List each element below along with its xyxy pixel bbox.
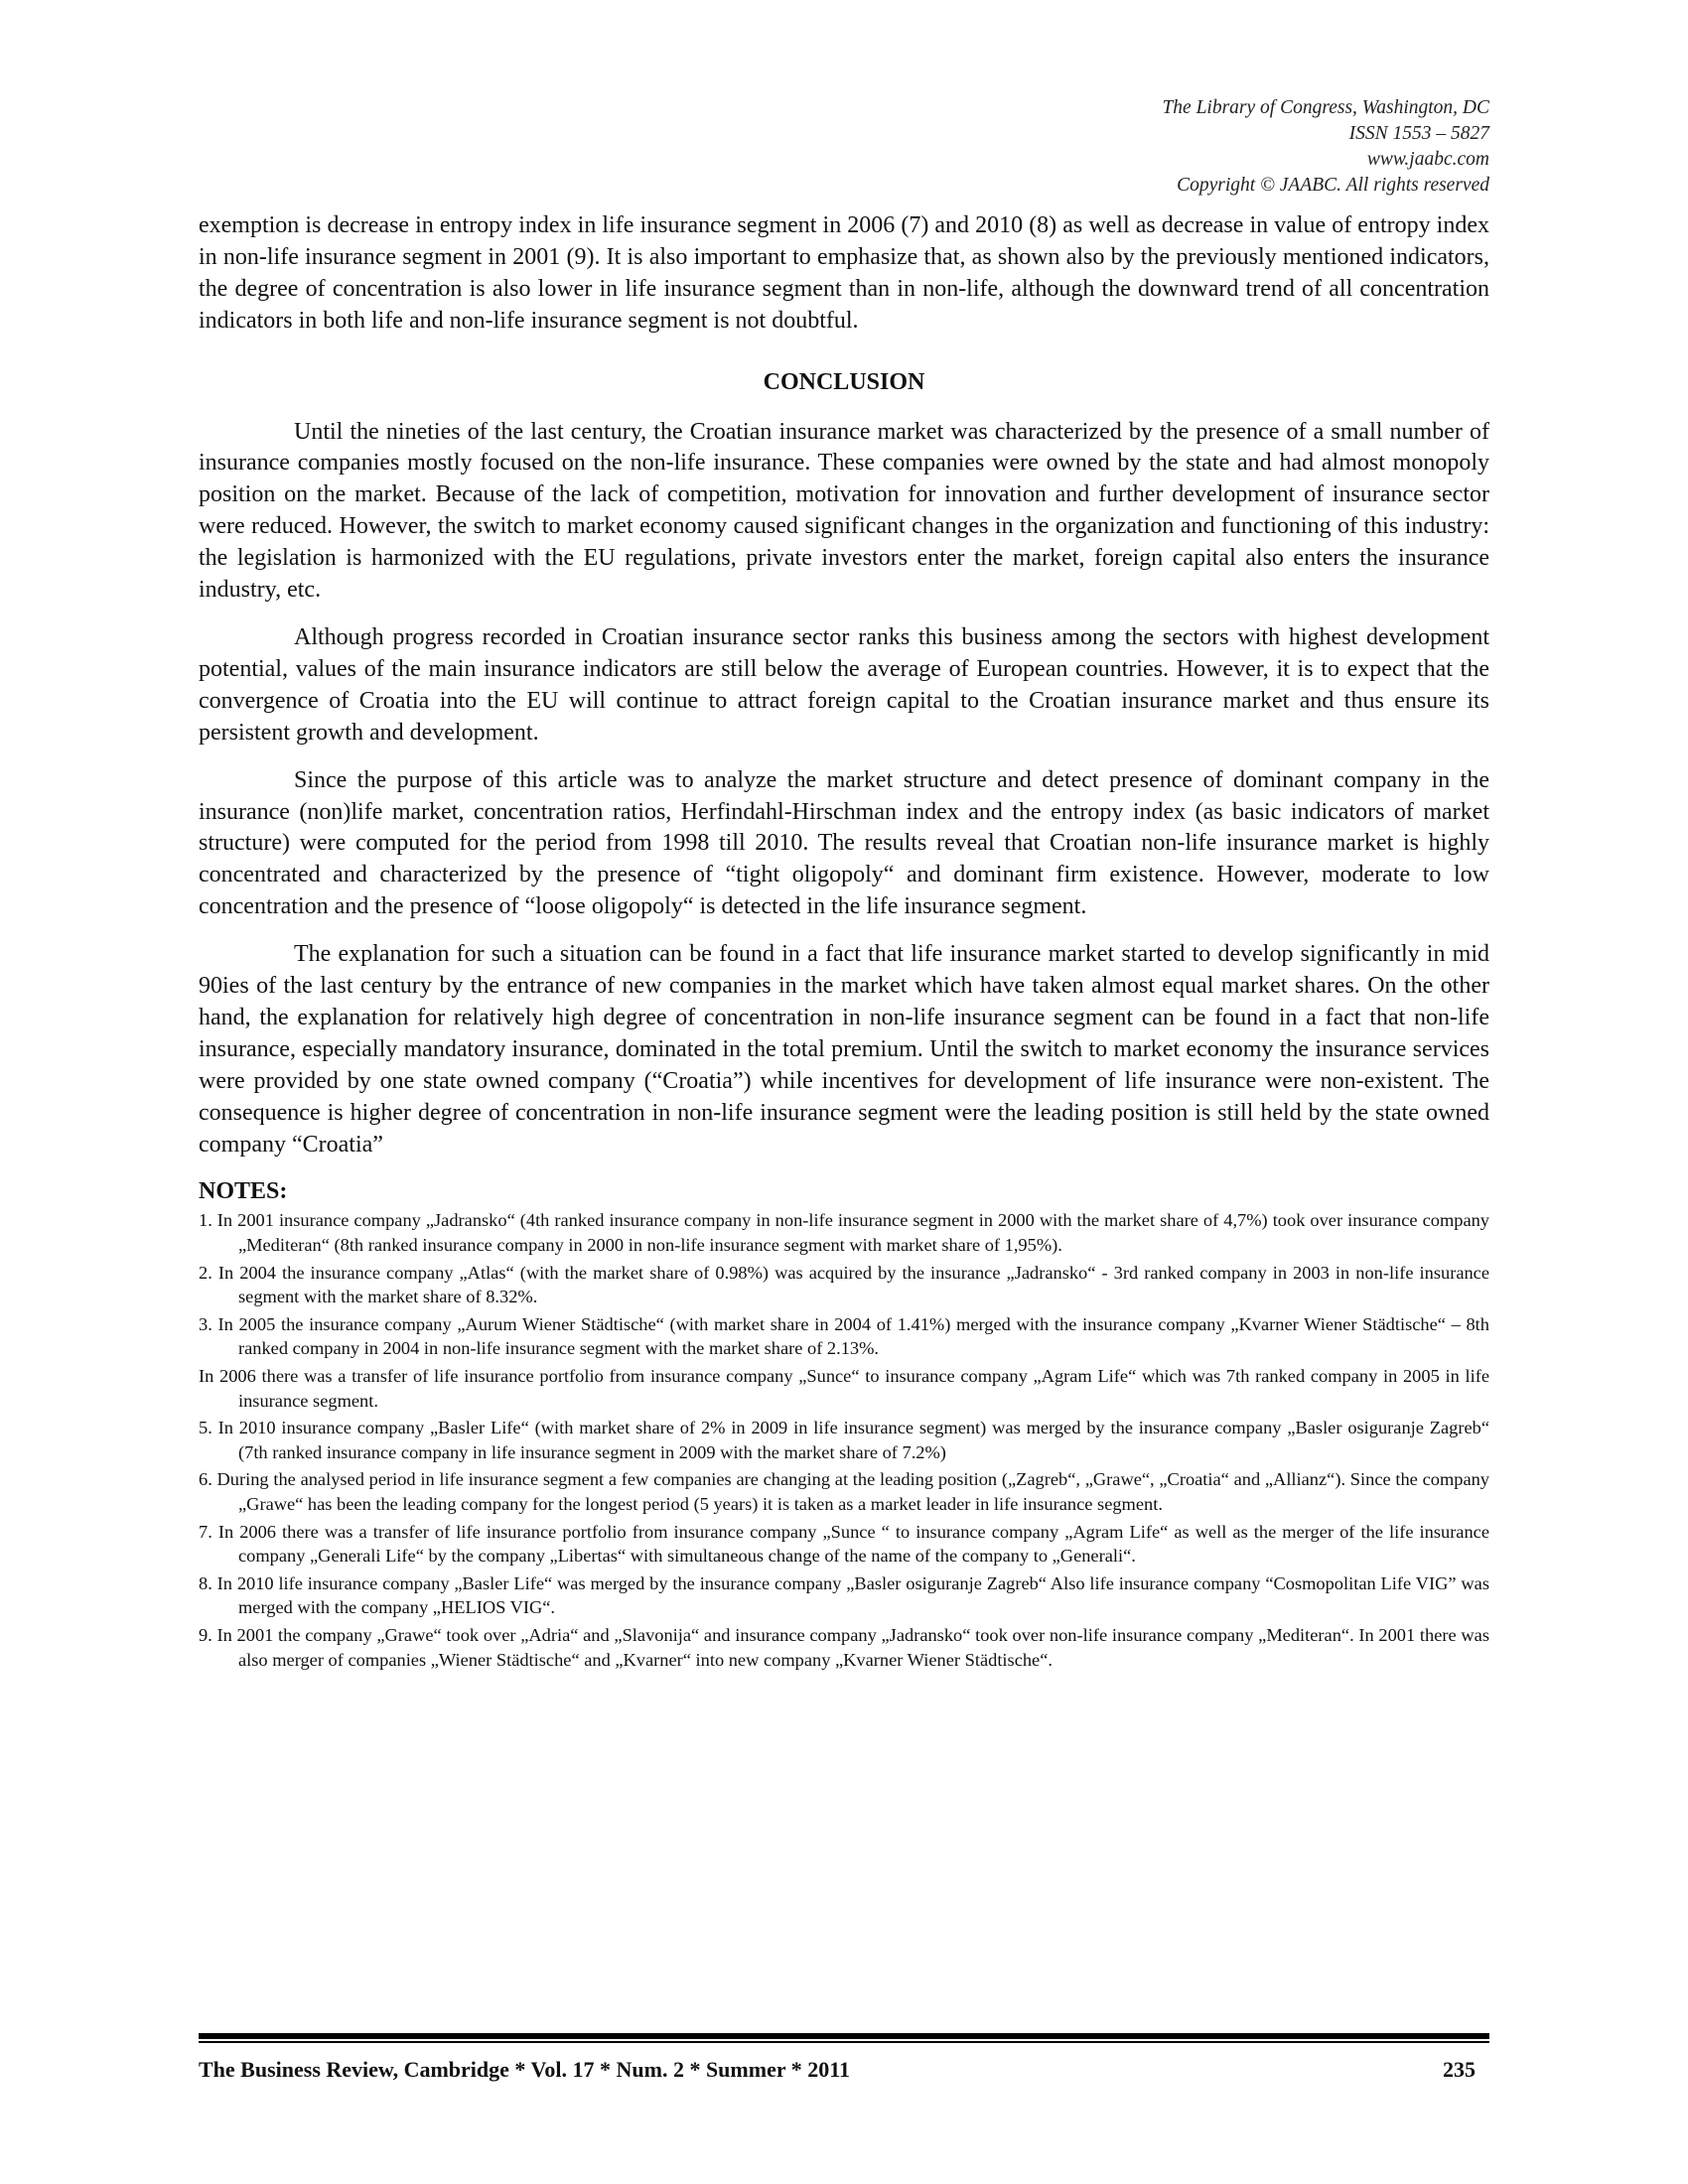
note-item: 5. In 2010 insurance company „Basler Life“ (with market share of 2% in 2009 in life insurance segment) was merged by the insurance company „Basler osiguranje Zagreb“ (7th ranked insurance company in life insurance segment in 2009 with the market share of 7.2%) (199, 1418, 1489, 1462)
header-library: The Library of Congress, Washington, DC (1162, 97, 1489, 118)
header-issn: ISSN 1553 – 5827 (1348, 123, 1489, 144)
conclusion-paragraph-3: Since the purpose of this article was to analyze the market structure and detect presence of dominant company in the insurance (non)life market, concentration ratios, Herfindahl-Hirschman index and the entropy index (as basic indicators of market structure) were computed for the period from 1998 till 2010. The results reveal that Croatian non-life insurance market is highly concentrated and characterized by the presence of “tight oligopoly“ and dominant firm existence. However, moderate to low concentration and the presence of “loose oligopoly“ is detected in the life insurance segment. (199, 766, 1489, 920)
note-item: 9. In 2001 the company „Grawe“ took over „Adria“ and „Slavonija“ and insurance company „Jadransko“ took over non-life insurance company „Mediteran“. In 2001 there was also merger of companies „Wiener Städtische“ and „Kvarner“ into new company „Kvarner Wiener Städtische“. (199, 1624, 1489, 1670)
footer-journal-citation: The Business Review, Cambridge * Vol. 17 * Num. 2 * Summer * 2011 (199, 2057, 850, 2082)
note-item: 6. During the analysed period in life insurance segment a few companies are changing at the leading position („Zagreb“, „Grawe“, „Croatia“ and „Allianz“). Since the company „Grawe“ has been the leading company for the longest period (5 years) it is taken as a market leader in life insurance segment. (199, 1469, 1489, 1514)
notes-heading: NOTES: (199, 1178, 288, 1205)
running-footer (199, 2057, 1489, 2083)
conclusion-paragraph-4: The explanation for such a situation can be found in a fact that life insurance market started to develop significantly in mid 90ies of the last century by the entrance of new companies in the market which have taken almost equal market shares. On the other hand, the explanation for relatively high degree of concentration in non-life insurance segment can be found in a fact that non-life insurance, especially mandatory insurance, dominated in the total premium. Until the switch to market economy the insurance services were provided by one state owned company (“Croatia”) while incentives for development of life insurance were non-existent. The consequence is higher degree of concentration in non-life insurance segment were the leading position is still held by the state owned company “Croatia” (199, 941, 1489, 1158)
footer-rule (199, 2033, 1489, 2043)
note-item: 1. In 2001 insurance company „Jadransko“ (4th ranked insurance company in non-life insurance segment in 2000 with the market share of 4,7%) took over insurance company „Mediteran“ (8th ranked insurance company in 2000 in non-life insurance segment with market share of 1,95%). (199, 1210, 1489, 1256)
notes-list (199, 1208, 1489, 1672)
page (199, 0, 1489, 2184)
note-item: 8. In 2010 life insurance company „Basler Life“ was merged by the insurance company „Basler osiguranje Zagreb“ Also life insurance company “Cosmopolitan Life VIG” was merged with the company „HELIOS VIG“. (199, 1572, 1489, 1618)
running-header (1162, 95, 1489, 199)
note-item: 3. In 2005 the insurance company „Aurum Wiener Städtische“ (with market share in 2004 of 1.41%) merged with the insurance company „Kvarner Wiener Städtische“ – 8th ranked company in 2004 in non-life insurance segment with the market share of 2.13%. (199, 1313, 1489, 1359)
header-website: www.jaabc.com (1366, 149, 1489, 170)
continuation-paragraph: exemption is decrease in entropy index in life insurance segment in 2006 (7) and 2010 (8) as well as decrease in value of entropy index in non-life insurance segment in 2001 (9). It is also important to emphasize that, as shown also by the previously mentioned indicators, the degree of concentration is also lower in life insurance segment than in non-life, although the downward trend of all concentration indicators in both life and non-life insurance segment is not doubtful. (199, 212, 1489, 334)
note-item: In 2006 there was a transfer of life insurance portfolio from insurance company „Sunce“ to insurance company „Agram Life“ which was 7th ranked company in 2005 in life insurance segment. (199, 1366, 1489, 1411)
header-copyright: Copyright © JAABC. All rights reserved (1177, 175, 1489, 196)
page-number: 235 (1443, 2057, 1476, 2082)
note-item: 7. In 2006 there was a transfer of life insurance portfolio from insurance company „Sunce “ to insurance company „Agram Life“ as well as the merger of the life insurance company „Generali Life“ by the company „Libertas“ with simultaneous change of the name of the company to „Generali“. (199, 1521, 1489, 1567)
conclusion-paragraph-2: Although progress recorded in Croatian insurance sector ranks this business among the sectors with highest development potential, values of the main insurance indicators are still below the average of European countries. However, it is to expect that the convergence of Croatia into the EU will continue to attract foreign capital to the Croatian insurance market and thus ensure its persistent growth and development. (199, 623, 1489, 746)
note-item: 2. In 2004 the insurance company „Atlas“ (with the market share of 0.98%) was acquired by the insurance „Jadransko“ - 3rd ranked company in 2003 in non-life insurance segment with the market share of 8.32%. (199, 1262, 1489, 1307)
section-heading-conclusion: CONCLUSION (763, 368, 925, 395)
article-body (199, 210, 1489, 1675)
conclusion-paragraph-1: Until the nineties of the last century, the Croatian insurance market was characterized by the presence of a small number of insurance companies mostly focused on the non-life insurance. These companies were owned by the state and had almost monopoly position on the market. Because of the lack of competition, motivation for innovation and further development of insurance sector were reduced. However, the switch to market economy caused significant changes in the organization and functioning of this industry: the legislation is harmonized with the EU regulations, private investors enter the market, foreign capital also enters the insurance industry, etc. (199, 418, 1489, 604)
